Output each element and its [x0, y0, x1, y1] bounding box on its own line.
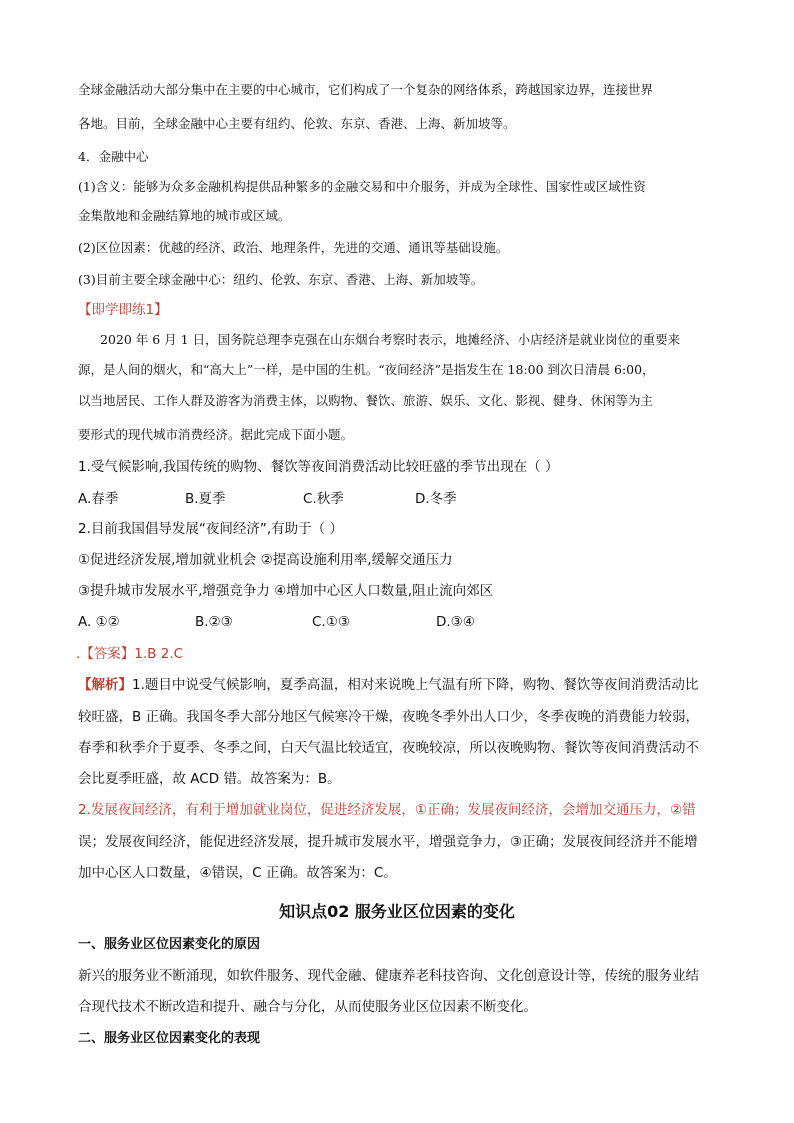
- q2-option-b: B.②③: [195, 614, 233, 630]
- analysis-1-line-2: 较旺盛，B 正确。我国冬季大部分地区气候寒冷干燥，夜晚冬季外出人口少，冬季夜晚的消费能力较弱，: [78, 709, 700, 725]
- q2-option-d: D.③④: [436, 614, 475, 630]
- question-2-statements-2: ③提升城市发展水平,增强竞争力 ④增加中心区人口数量,阻止流向郊区: [78, 583, 494, 599]
- analysis-2-line-3: 加中心区人口数量，④错误，C 正确。故答案为：C。: [78, 865, 397, 881]
- practice-tag: 【即学即练1】: [78, 302, 168, 318]
- analysis-1-line-1: [78, 675, 718, 695]
- analysis-1-line-4: 会比夏季旺盛，故 ACD 错。故答案为：B。: [78, 771, 341, 787]
- intro-line-2: 各地。目前，全球金融中心主要有纽约、伦敦、东京、香港、上海、新加坡等。: [78, 116, 516, 131]
- analysis-2-line-1: 2.发展夜间经济，有利于增加就业岗位，促进经济发展，①正确；发展夜间经济，会增加交通压力，②错: [78, 802, 696, 818]
- section-4-item-1-line-1: (1)含义：能够为众多金融机构提供品种繁多的金融交易和中介服务，并成为全球性、国家性或区域性资: [78, 179, 646, 194]
- q1-option-d: D.冬季: [415, 491, 457, 507]
- practice-para-line-2: 源，是人间的烟火，和“高大上”一样，是中国的生机。“夜间经济”是指发生在 18:00 到次日清晨 6:00，: [78, 362, 655, 377]
- knowledge-para-line-2: 合现代技术不断改造和提升、融合与分化，从而使服务业区位因素不断变化。: [78, 999, 537, 1015]
- analysis-2-line-2: 误；发展夜间经济，能促进经济发展，提升城市发展水平，增强竞争力，③正确；发展夜间经济并不能增: [78, 834, 698, 850]
- answer-line: .【答案】1.B 2.C: [76, 646, 184, 662]
- q2-option-a: A. ①②: [78, 614, 120, 630]
- practice-para-line-3: 以当地居民、工作人群及游客为消费主体，以购物、餐饮、旅游、娱乐、文化、影视、健身、休闲等为主: [78, 393, 654, 408]
- knowledge-point-heading: 知识点02 服务业区位因素的变化: [279, 902, 515, 921]
- practice-para-line-4: 要形式的现代城市消费经济。据此完成下面小题。: [78, 427, 354, 442]
- question-2: 2.目前我国倡导发展“夜间经济”,有助于（ ）: [78, 521, 343, 537]
- question-1: 1.受气候影响,我国传统的购物、餐饮等夜间消费活动比较旺盛的季节出现在（ ）: [78, 459, 559, 475]
- intro-line-1: 全球金融活动大部分集中在主要的中心城市，它们构成了一个复杂的网络体系，跨越国家边界，连接世界: [78, 82, 654, 97]
- knowledge-para-line-1: 新兴的服务业不断涌现，如软件服务、现代金融、健康养老科技咨询、文化创意设计等，传统的服务业结: [78, 968, 699, 984]
- analysis-tag: 【解析】: [78, 677, 132, 693]
- q1-option-b: B.夏季: [185, 491, 226, 507]
- section-4-item-3: (3)目前主要全球金融中心：纽约、伦敦、东京、香港、上海、新加坡等。: [78, 272, 484, 287]
- q1-option-a: A.春季: [78, 491, 119, 507]
- q1-option-c: C.秋季: [303, 491, 344, 507]
- subsection-1-title: 一、服务业区位因素变化的原因: [78, 937, 261, 952]
- section-4-title: 4．金融中心: [78, 149, 149, 164]
- section-4-item-2: (2)区位因素：优越的经济、政治、地理条件，先进的交通、通讯等基础设施。: [78, 240, 509, 255]
- question-2-statements-1: ①促进经济发展,增加就业机会 ②提高设施利用率,缓解交通压力: [78, 552, 453, 568]
- subsection-2-title: 二、服务业区位因素变化的表现: [78, 1031, 261, 1046]
- q2-option-c: C.①③: [312, 614, 350, 630]
- analysis-1-line-3: 春季和秋季介于夏季、冬季之间，白天气温比较适宜，夜晚较凉，所以夜晚购物、餐饮等夜间消费活动不: [78, 740, 699, 756]
- section-4-item-1-line-2: 金集散地和金融结算地的城市或区域。: [78, 208, 291, 223]
- practice-para-line-1: 2020 年 6 月 1 日，国务院总理李克强在山东烟台考察时表示，地摊经济、小店经济是就业岗位的重要来: [100, 332, 681, 347]
- analysis-1-line-1-text: 1.题目中说受气候影响，夏季高温，相对来说晚上气温有所下降，购物、餐饮等夜间消费活动比: [132, 677, 699, 693]
